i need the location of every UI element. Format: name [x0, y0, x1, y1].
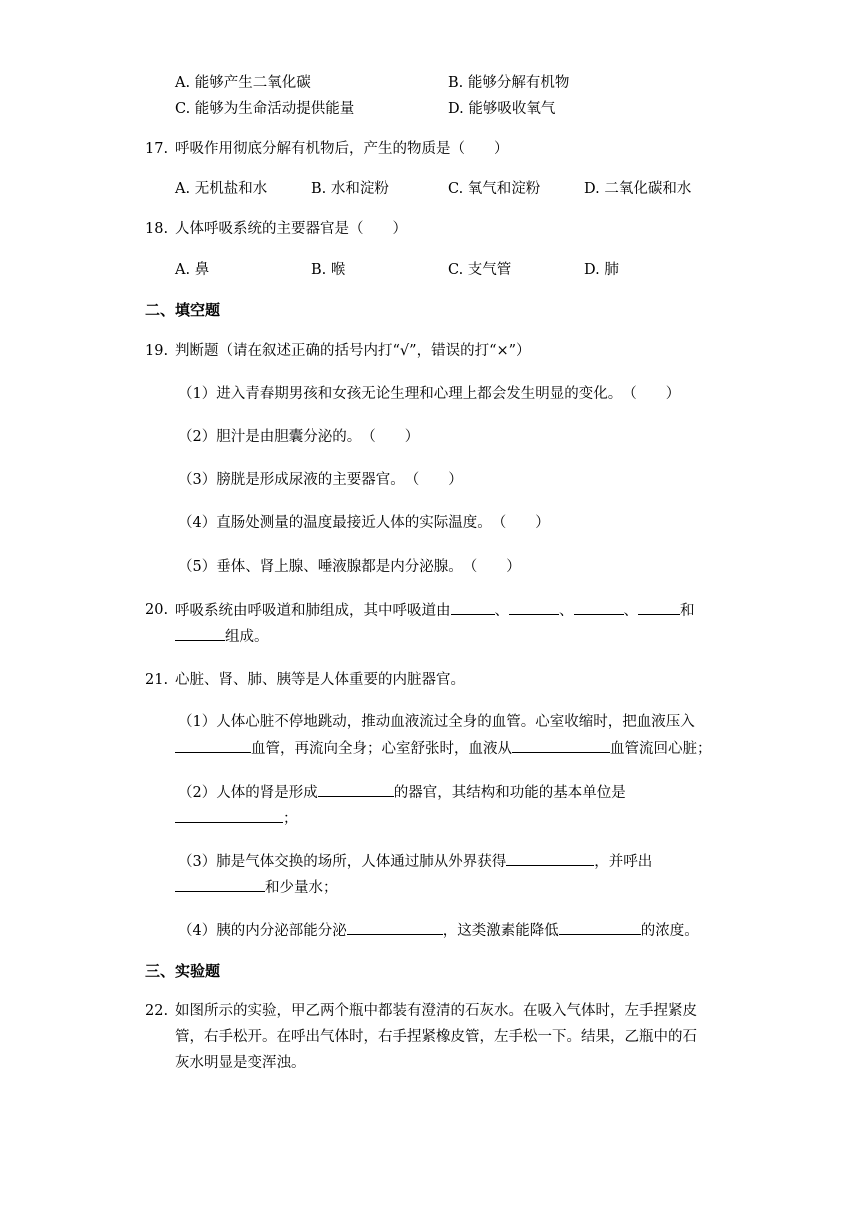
separator: 、 [559, 603, 574, 619]
q16-option-d: D. 能够吸收氧气 [448, 101, 556, 117]
q20-end: 组成。 [225, 629, 269, 645]
q17-number: 17. [145, 141, 169, 157]
q22-line-3: 灰水明显是变浑浊。 [175, 1055, 306, 1071]
q22-line-1: 如图所示的实验，甲乙两个瓶中都装有澄清的石灰水。在吸入气体时，左手捏紧皮 [175, 1003, 697, 1019]
q18-option-d: D. 肺 [584, 262, 619, 278]
q16-option-a: A. 能够产生二氧化碳 [175, 75, 311, 91]
q21-part3-line2 [175, 877, 338, 898]
answer-blank[interactable] [509, 600, 559, 615]
answer-blank[interactable] [175, 626, 225, 641]
q21-part2-line1 [178, 782, 626, 803]
q17-option-a: A. 无机盐和水 [175, 181, 268, 197]
q21-part4-text: （4）胰的内分泌部能分泌 [178, 923, 347, 939]
q22-line-2: 管，右手松开。在呼出气体时，右手捏紧橡皮管，左手松一下。结果，乙瓶中的石 [175, 1029, 697, 1045]
answer-blank[interactable] [506, 851, 594, 866]
q21-part3-text-2: ，并呼出 [594, 854, 653, 870]
answer-blank[interactable] [512, 738, 610, 753]
q21-number: 21. [145, 672, 169, 688]
q18-stem: 人体呼吸系统的主要器官是（ ） [175, 221, 407, 237]
q18-option-a: A. 鼻 [175, 262, 210, 278]
q21-part3-text: （3）肺是气体交换的场所，人体通过肺从外界获得 [178, 854, 507, 870]
q20-line-1 [175, 600, 695, 621]
q21-part4-end: 的浓度。 [640, 923, 699, 939]
answer-blank[interactable] [559, 920, 641, 935]
q21-part4-line [178, 920, 699, 941]
q19-item-2: （2）胆汁是由胆囊分泌的。 （ ） [178, 429, 420, 445]
q21-part1-text: 血管，再流向全身；心室舒张时，血液从 [251, 741, 512, 757]
answer-blank[interactable] [318, 782, 394, 797]
q17-option-b: B. 水和淀粉 [311, 181, 389, 197]
q18-option-b: B. 喉 [311, 262, 346, 278]
q21-part1-end: 血管流回心脏； [610, 741, 712, 757]
q20-line-2 [175, 626, 269, 647]
q18-option-c: C. 支气管 [448, 262, 512, 278]
q21-part2-end: ； [283, 811, 298, 827]
q21-part3-line1 [178, 851, 652, 872]
answer-blank[interactable] [175, 877, 265, 892]
q16-option-c: C. 能够为生命活动提供能量 [175, 101, 355, 117]
answer-blank[interactable] [638, 600, 680, 615]
q19-item-3: （3）膀胱是形成尿液的主要器官。 （ ） [178, 472, 463, 488]
section-heading-experiment: 三、实验题 [145, 962, 221, 980]
q20-number: 20. [145, 602, 169, 618]
q20-and: 和 [680, 603, 695, 619]
q20-text: 呼吸系统由呼吸道和肺组成，其中呼吸道由 [175, 603, 451, 619]
q22-number: 22. [145, 1003, 169, 1019]
q21-part2-text-2: 的器官，其结构和功能的基本单位是 [393, 785, 626, 801]
q18-number: 18. [145, 221, 169, 237]
separator: 、 [494, 603, 509, 619]
q19-number: 19. [145, 343, 169, 359]
section-heading-fill-in: 二、填空题 [145, 301, 221, 319]
q21-part4-text-2: ，这类激素能降低 [442, 923, 559, 939]
q17-stem: 呼吸作用彻底分解有机物后，产生的物质是（ ） [175, 141, 509, 157]
q19-stem: 判断题（请在叙述正确的括号内打“√”，错误的打“×”） [175, 343, 531, 359]
answer-blank[interactable] [574, 600, 624, 615]
answer-blank[interactable] [175, 808, 283, 823]
q21-stem: 心脏、肾、肺、胰等是人体重要的内脏器官。 [175, 672, 465, 688]
q21-part1-line2 [175, 738, 712, 759]
q19-item-5: （5）垂体、肾上腺、唾液腺都是内分泌腺。 （ ） [178, 559, 521, 575]
q21-part2-line2 [175, 808, 298, 829]
q21-part2-text: （2）人体的肾是形成 [178, 785, 318, 801]
q19-item-1: （1）进入青春期男孩和女孩无论生理和心理上都会发生明显的变化。 （ ） [178, 386, 681, 402]
q17-option-c: C. 氧气和淀粉 [448, 181, 541, 197]
answer-blank[interactable] [347, 920, 443, 935]
answer-blank[interactable] [175, 738, 251, 753]
q19-item-4: （4）直肠处测量的温度最接近人体的实际温度。 （ ） [178, 515, 550, 531]
answer-blank[interactable] [451, 600, 495, 615]
q17-option-d: D. 二氧化碳和水 [584, 181, 692, 197]
q16-option-b: B. 能够分解有机物 [448, 75, 570, 91]
separator: 、 [623, 603, 638, 619]
q21-part1-line1: （1）人体心脏不停地跳动，推动血液流过全身的血管。心室收缩时，把血液压入 [178, 714, 695, 730]
q21-part3-end: 和少量水； [265, 880, 338, 896]
